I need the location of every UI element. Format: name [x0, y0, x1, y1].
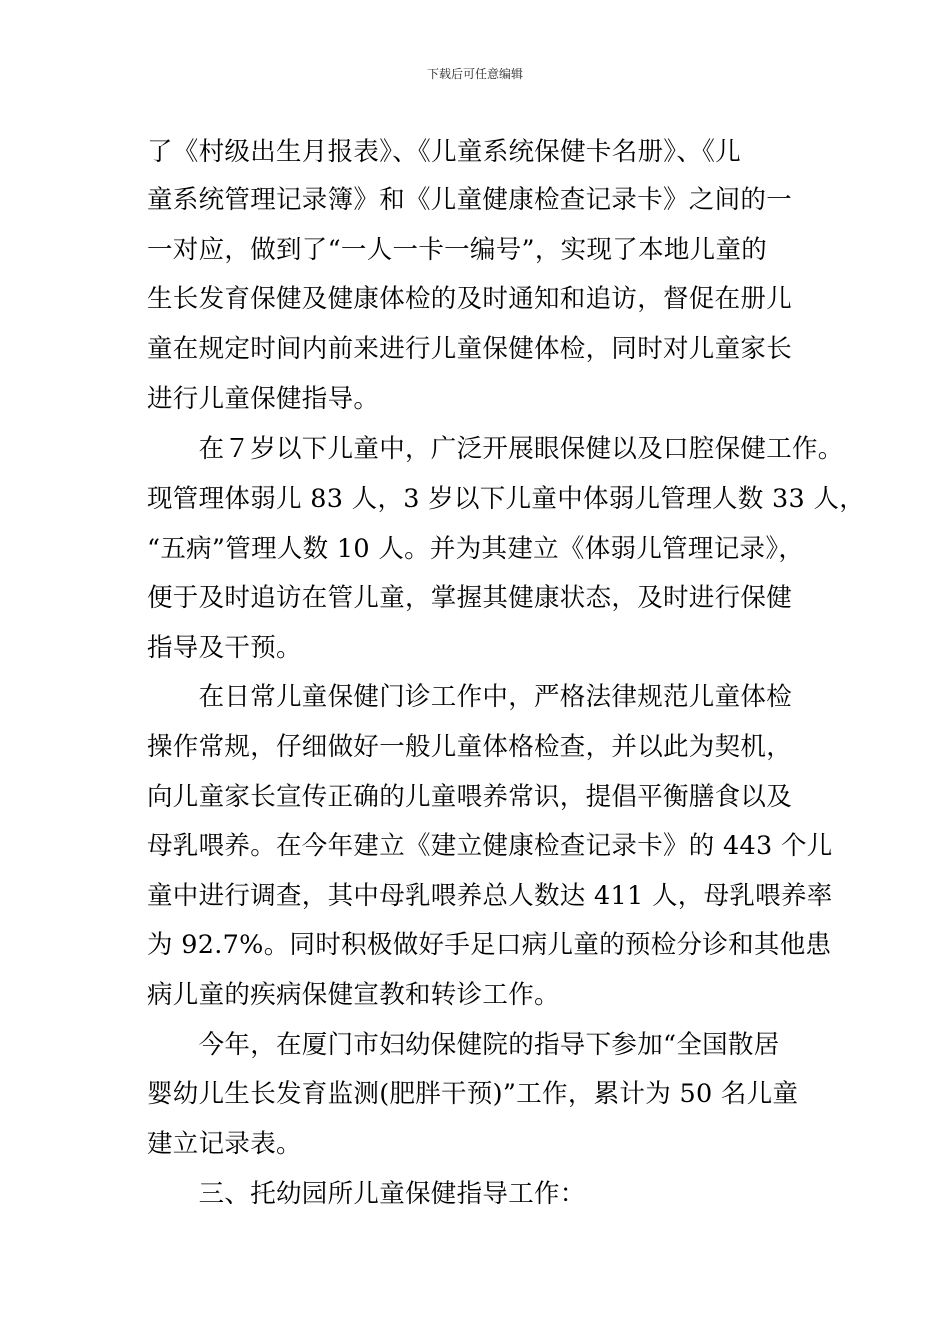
body-line: 婴幼儿生长发育监测(肥胖干预)”工作，累计为 50 名儿童: [147, 1079, 799, 1109]
body-line: 向儿童家长宣传正确的儿童喂养常识，提倡平衡膳食以及: [147, 782, 793, 812]
body-line: 童中进行调查，其中母乳喂养总人数达 411 人，母乳喂养率: [147, 881, 833, 911]
body-line: 了《村级出生月报表》、《儿童系统保健卡名册》、《儿: [147, 137, 742, 167]
body-line: 进行儿童保健指导。: [147, 384, 380, 414]
body-line: 在日常儿童保健门诊工作中，严格法律规范儿童体检: [147, 682, 793, 712]
body-line: 便于及时追访在管儿童，掌握其健康状态，及时进行保健: [147, 583, 793, 613]
section-heading: 三、托幼园所儿童保健指导工作：: [147, 1179, 586, 1209]
body-line: 在７岁以下儿童中，广泛开展眼保健以及口腔保健工作。: [147, 434, 844, 464]
body-line: 为 92.7%。同时积极做好手足口病儿童的预检分诊和其他患: [147, 930, 832, 960]
body-line: 指导及干预。: [147, 633, 302, 663]
page-header: 下载后可任意编辑: [426, 67, 523, 81]
body-line: 操作常规，仔细做好一般儿童体格检查，并以此为契机，: [147, 732, 793, 762]
body-line: 生长发育保健及健康体检的及时通知和追访，督促在册儿: [147, 284, 793, 314]
body-line: “五病”管理人数 10 人。并为其建立《体弱儿管理记录》，: [147, 534, 805, 564]
body-line: 今年，在厦门市妇幼保健院的指导下参加“全国散居: [147, 1030, 780, 1060]
body-line: 母乳喂养。在今年建立《建立健康检查记录卡》的 443 个儿: [147, 831, 833, 861]
body-line: 童系统管理记录簿》和《儿童健康检查记录卡》之间的一: [147, 185, 793, 215]
body-line: 建立记录表。: [147, 1129, 302, 1159]
body-line: 病儿童的疾病保健宣教和转诊工作。: [147, 980, 560, 1010]
body-line: 一对应，做到了“一人一卡一编号”，实现了本地儿童的: [147, 235, 768, 265]
body-line: 童在规定时间内前来进行儿童保健体检，同时对儿童家长: [147, 334, 793, 364]
body-line: 现管理体弱儿 83 人，3 岁以下儿童中体弱儿管理人数 33 人，: [147, 484, 866, 514]
